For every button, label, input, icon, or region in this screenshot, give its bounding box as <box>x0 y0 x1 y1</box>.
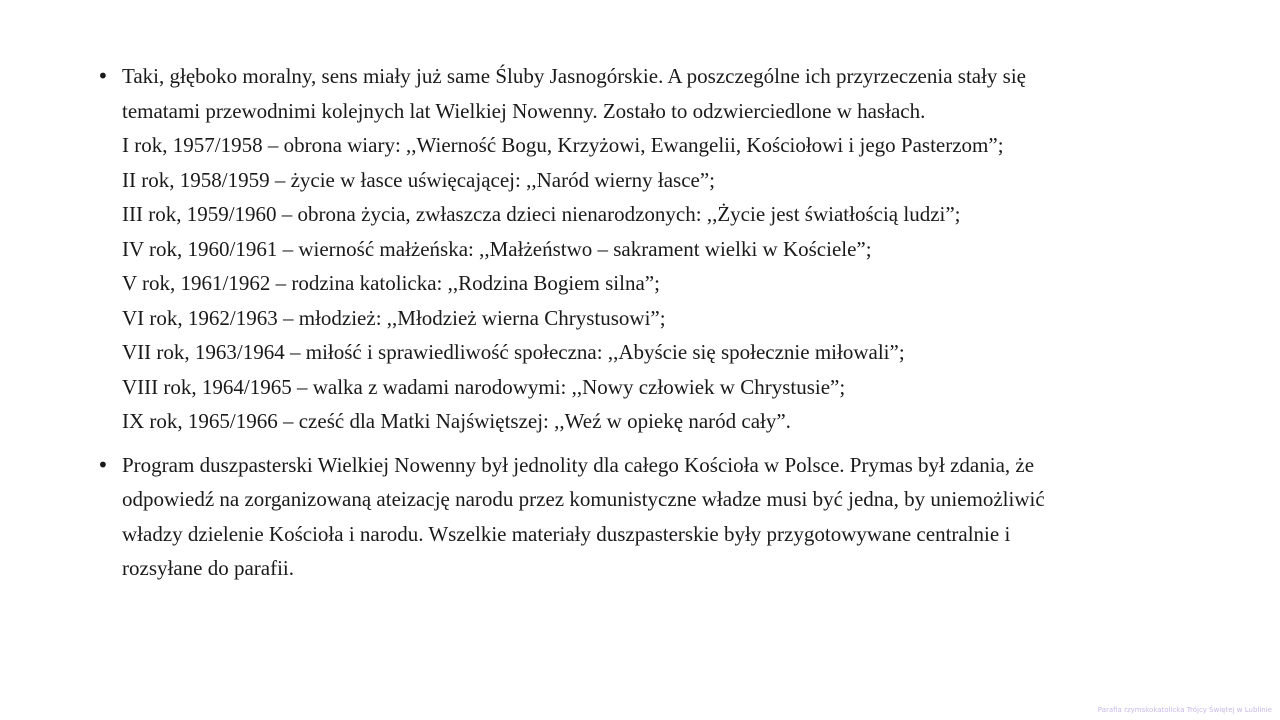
year-7-line: VII rok, 1963/1964 – miłość i sprawiedliwość społeczna: ,,Abyście się społecznie miłowali”; <box>122 340 905 364</box>
bullet-marker: • <box>97 452 109 477</box>
year-9-line: IX rok, 1965/1966 – cześć dla Matki Najświętszej: ,,Weź w opiekę naród cały”. <box>122 409 791 433</box>
text-line: tematami przewodnimi kolejnych lat Wielkiej Nowenny. Zostało to odzwierciedlone w hasłach. <box>122 98 926 123</box>
text-line: Taki, głęboko moralny, sens miały już same Śluby Jasnogórskie. A poszczególne ich przyrzeczenia stały się <box>122 64 1027 88</box>
year-3-line: III rok, 1959/1960 – obrona życia, zwłaszcza dzieci nienarodzonych: ,,Życie jest światłością ludzi”; <box>122 202 961 226</box>
year-5-line: V rok, 1961/1962 – rodzina katolicka: ,,Rodzina Bogiem silna”; <box>122 271 660 295</box>
year-8-line: VIII rok, 1964/1965 – walka z wadami narodowymi: ,,Nowy człowiek w Chrystusie”; <box>122 374 846 399</box>
year-2-line: II rok, 1958/1959 – życie w łasce uświęcającej: ,,Naród wierny łasce”; <box>122 167 716 192</box>
footer-parish-name: Parafia rzymskokatolicka Trójcy Świętej w Lublinie <box>1097 706 1272 714</box>
text-line: odpowiedź na zorganizowaną ateizację narodu przez komunistyczne władze musi być jedna, by uniemożliwić <box>122 487 1045 511</box>
text-line: władzy dzielenie Kościoła i narodu. Wszelkie materiały duszpasterskie były przygotowywane centralnie i <box>122 521 1011 546</box>
bullet-pastoral-program <box>97 448 1197 586</box>
year-6-line: VI rok, 1962/1963 – młodzież: ,,Młodzież wierna Chrystusowi”; <box>122 305 666 330</box>
bullet-marker: • <box>97 64 109 88</box>
text-line: rozsyłane do parafii. <box>122 556 295 580</box>
year-1-line: I rok, 1957/1958 – obrona wiary: ,,Wierność Bogu, Krzyżowi, Ewangelii, Kościołowi i jego Pasterzom”; <box>122 133 1004 157</box>
bullet-nine-years <box>97 59 1197 439</box>
text-line: Program duszpasterski Wielkiej Nowenny był jednolity dla całego Kościoła w Polsce. Prymas był zdania, że <box>122 452 1035 477</box>
slide-content <box>97 59 1197 586</box>
year-4-line: IV rok, 1960/1961 – wierność małżeńska: ,,Małżeństwo – sakrament wielki w Kościele”; <box>122 236 872 261</box>
